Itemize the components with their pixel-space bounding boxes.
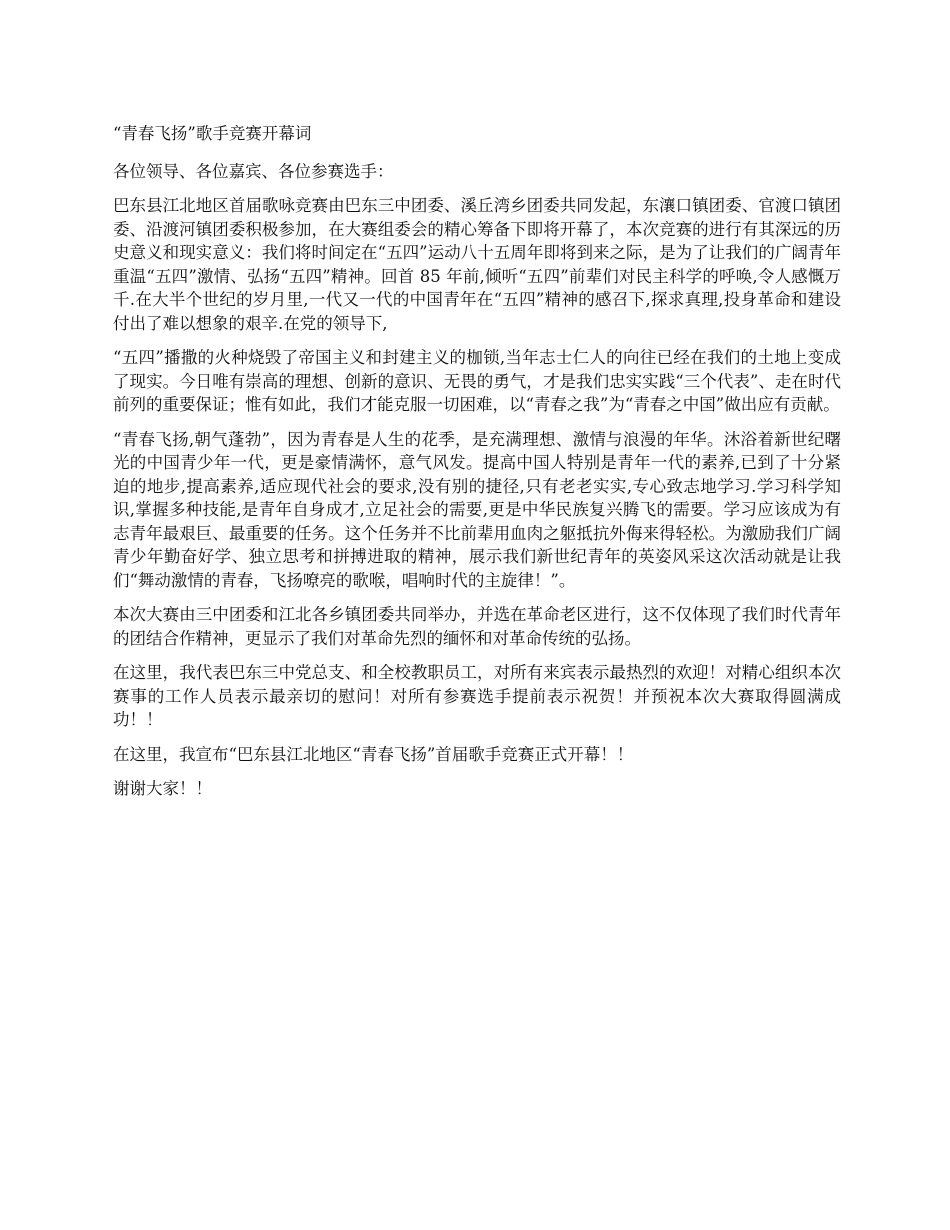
paragraph-declaration: 在这里，我宣布“巴东县江北地区“青春飞扬”首届歌手竞赛正式开幕！！ — [113, 744, 634, 764]
document-title: “青春飞扬”歌手竞赛开幕词 — [113, 124, 312, 143]
paragraph-organizers: 本次大赛由三中团委和江北各乡镇团委共同举办，并选在革命老区进行，这不仅体现了我们时代青年的团结合作精神，更显示了我们对革命先烈的缅怀和对革命传统的弘扬。 — [113, 605, 841, 648]
paragraph-may-fourth: “五四”播撒的火种烧毁了帝国主义和封建主义的枷锁,当年志士仁人的向往已经在我们的土地上变成了现实。今日唯有崇高的理想、创新的意识、无畏的勇气，才是我们忠实实践“三个代表”、走在时代前列的重要保证；惟有如此，我们才能克服一切困难，以“青春之我”为“青春之中国”做出应有贡献。 — [113, 348, 841, 414]
salutation: 各位领导、各位嘉宾、各位参赛选手： — [113, 161, 394, 181]
paragraph-youth: “青春飞扬,朝气蓬勃”，因为青春是人生的花季，是充满理想、激情与浪漫的年华。沐浴着新世纪曙光的中国青少年一代，更是豪情满怀，意气风发。提高中国人特别是青年一代的素养,已到了十分紧迫的地步,提高素养,适应现代社会的要求,没有别的捷径,只有老老实实,专心致志地学习.学习科学知识,掌握多种技能,是青年自身成才,立足社会的需要,更是中华民族复兴腾飞的需要。学习应该成为有志青年最艰巨、最重要的任务。这个任务并不比前辈用血肉之躯抵抗外侮来得轻松。为激励我们广阔青少年勤奋好学、独立思考和拼搏进取的精神，展示我们新世纪青年的英姿风采这次活动就是让我们“舞动激情的青春，飞扬嘹亮的歌喉，唱响时代的主旋律！”。 — [113, 429, 841, 590]
document-page — [113, 122, 841, 812]
paragraph-intro: 巴东县江北地区首届歌咏竞赛由巴东三中团委、溪丘湾乡团委共同发起，东瀼口镇团委、官渡口镇团委、沿渡河镇团委积极参加，在大赛组委会的精心筹备下即将开幕了，本次竞赛的进行有其深远的历史意义和现实意义：我们将时间定在“五四”运动八十五周年即将到来之际，是为了让我们的广阔青年重温“五四”激情、弘扬“五四”精神。回首 85 年前,倾听“五四”前辈们对民主科学的呼唤,令人感慨万千.在大半个世纪的岁月里,一代又一代的中国青年在“五四”精神的感召下,探求真理,投身革命和建设付出了难以想象的艰辛.在党的领导下, — [113, 196, 841, 333]
paragraph-thanks: 谢谢大家！！ — [113, 779, 212, 798]
paragraph-welcome: 在这里，我代表巴东三中党总支、和全校教职员工，对所有来宾表示最热烈的欢迎！对精心组织本次赛事的工作人员表示最亲切的慰问！对所有参赛选手提前表示祝贺！并预祝本次大赛取得圆满成功！！ — [113, 663, 841, 729]
